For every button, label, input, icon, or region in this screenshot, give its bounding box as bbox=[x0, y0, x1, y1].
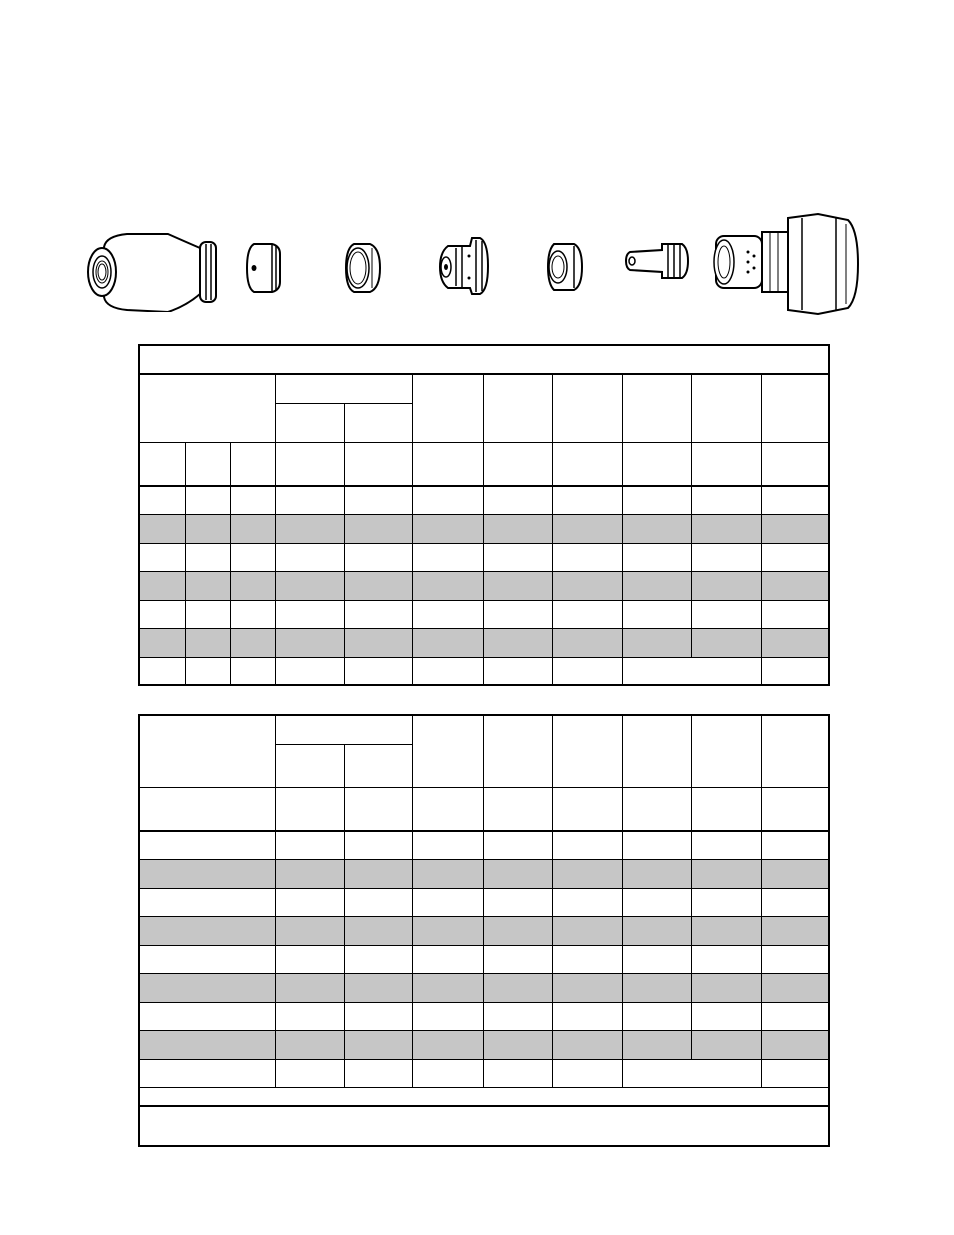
table1-header-cell bbox=[275, 442, 344, 486]
table1-header-cell bbox=[761, 442, 829, 486]
table-row bbox=[139, 657, 829, 685]
table2-header-cell bbox=[139, 715, 275, 787]
table2-header-cell bbox=[761, 715, 829, 787]
spec-table-1 bbox=[138, 344, 830, 686]
table2-header-cell bbox=[483, 715, 552, 787]
table1-title bbox=[139, 345, 829, 374]
table1-header-cell bbox=[483, 442, 552, 486]
table-row bbox=[139, 888, 829, 916]
table2-header-cell bbox=[622, 787, 691, 831]
table1-header-cell bbox=[344, 403, 412, 442]
table1-header-cell bbox=[275, 374, 412, 403]
table2-header-cell bbox=[139, 787, 275, 831]
table2-footer-text bbox=[139, 1106, 829, 1146]
table-row bbox=[139, 973, 829, 1002]
table2-header-cell bbox=[275, 744, 344, 787]
consumables-illustration bbox=[80, 206, 870, 324]
table-row bbox=[139, 600, 829, 628]
table2-header-cell bbox=[344, 787, 412, 831]
table2-header-cell bbox=[691, 787, 761, 831]
table2-header-cell bbox=[761, 787, 829, 831]
table-row bbox=[139, 945, 829, 973]
table2-header-cell bbox=[412, 787, 483, 831]
retaining-ring-icon bbox=[342, 238, 384, 298]
nozzle-with-holes-icon bbox=[436, 232, 492, 302]
table-row bbox=[139, 1030, 829, 1059]
table1-header-cell bbox=[412, 442, 483, 486]
table2-header-cell bbox=[552, 787, 622, 831]
table-row bbox=[139, 486, 829, 514]
table-row bbox=[139, 543, 829, 571]
table1-header-cell bbox=[691, 442, 761, 486]
table1-header-cell bbox=[483, 374, 552, 442]
table2-header-cell bbox=[483, 787, 552, 831]
table1-header-cell bbox=[552, 374, 622, 442]
table-row bbox=[139, 1002, 829, 1030]
table1-header-cell bbox=[275, 403, 344, 442]
table1-header-cell bbox=[552, 442, 622, 486]
table2-header-cell bbox=[622, 715, 691, 787]
table2-header-cell bbox=[344, 744, 412, 787]
table2-footer-note bbox=[139, 1087, 829, 1106]
table2-header-cell bbox=[412, 715, 483, 787]
table-row bbox=[139, 514, 829, 543]
table1-header-cell bbox=[691, 374, 761, 442]
table-row bbox=[139, 628, 829, 657]
table1-header-cell bbox=[622, 374, 691, 442]
spec-table-2 bbox=[138, 714, 830, 1147]
table1-header-cell bbox=[230, 442, 275, 486]
deflector-icon bbox=[244, 240, 284, 296]
table2-header-cell bbox=[275, 715, 412, 744]
table2-header-cell bbox=[552, 715, 622, 787]
table-row bbox=[139, 859, 829, 888]
table2-header-cell bbox=[275, 787, 344, 831]
electrode-icon bbox=[622, 238, 692, 284]
table1-header-cell bbox=[622, 442, 691, 486]
table-row bbox=[139, 571, 829, 600]
nozzle-icon bbox=[544, 238, 586, 296]
torch-head-icon bbox=[708, 210, 860, 318]
table1-header-cell bbox=[185, 442, 230, 486]
table1-header-cell bbox=[344, 442, 412, 486]
table1-header-cell bbox=[139, 442, 185, 486]
shield-cap-icon bbox=[82, 222, 218, 312]
table-row bbox=[139, 916, 829, 945]
table2-header-cell bbox=[691, 715, 761, 787]
table-row bbox=[139, 1059, 829, 1087]
table-row bbox=[139, 831, 829, 859]
table1-header-cell bbox=[761, 374, 829, 442]
table1-header-cell bbox=[412, 374, 483, 442]
table1-header-cell bbox=[139, 374, 275, 442]
